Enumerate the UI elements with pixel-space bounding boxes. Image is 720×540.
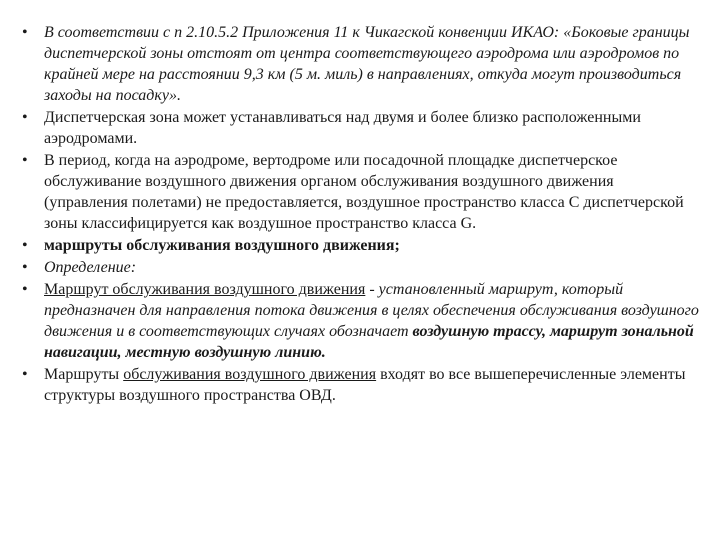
bullet-icon: • [22, 24, 28, 41]
list-item [20, 150, 700, 234]
list-item [20, 22, 700, 106]
defined-term: Маршрут обслуживания воздушного движения [44, 281, 366, 298]
paragraph-control-zone: Диспетчерская зона может устанавливаться над двумя и более близко расположенными аэродромами. [44, 109, 641, 147]
paragraph-airspace-class: В период, когда на аэродроме, вертодроме или посадочной площадке диспетчерское обслуживание воздушного движения органом обслуживания воздушного движения (управления полетами) не предоставляется, воздушное пространство класса С диспетчерской зоны классифицируется как воздушное пространство класса G. [44, 152, 684, 232]
structure-prefix: Маршруты [44, 366, 124, 383]
definition-body: - установленный маршрут, который предназначен для направления потока движения в целях обеспечения обслуживания воздушного движения и в соответствующих случаях обозначает [44, 281, 699, 340]
bullet-icon: • [22, 152, 28, 169]
paragraph-icao-convention: В соответствии с п 2.10.5.2 Приложения 11 к Чикагской конвенции ИКАО: «Боковые границы диспетчерской зоны отстоят от центра соответствующего аэродрома или аэродромов по крайней мере на расстоянии 9,3 км (5 м. миль) в направлениях, откуда могут производиться заходы на посадку». [44, 24, 690, 104]
bullet-icon: • [22, 109, 28, 126]
list-item [20, 364, 700, 406]
bullet-icon: • [22, 366, 28, 383]
paragraph-definition-label: Определение: [44, 259, 137, 276]
bullet-icon: • [22, 237, 28, 254]
structure-underlined-term: обслуживания воздушного движения [123, 366, 377, 383]
list-item [20, 107, 700, 149]
list-item [20, 279, 700, 363]
structure-suffix: входят во все вышеперечисленные элементы структуры воздушного пространства ОВД. [44, 366, 686, 404]
definition-emphasis: воздушную трассу, маршрут зональной навигации, местную воздушную линию. [44, 323, 694, 361]
list-item [20, 235, 700, 256]
paragraph-ats-routes-heading: маршруты обслуживания воздушного движения; [44, 237, 400, 254]
list-item [20, 257, 700, 278]
bullet-icon: • [22, 259, 28, 276]
paragraph-ats-routes-structure [44, 366, 685, 404]
bullet-icon: • [22, 281, 28, 298]
bullet-list [20, 22, 700, 407]
paragraph-ats-route-definition [44, 281, 699, 361]
